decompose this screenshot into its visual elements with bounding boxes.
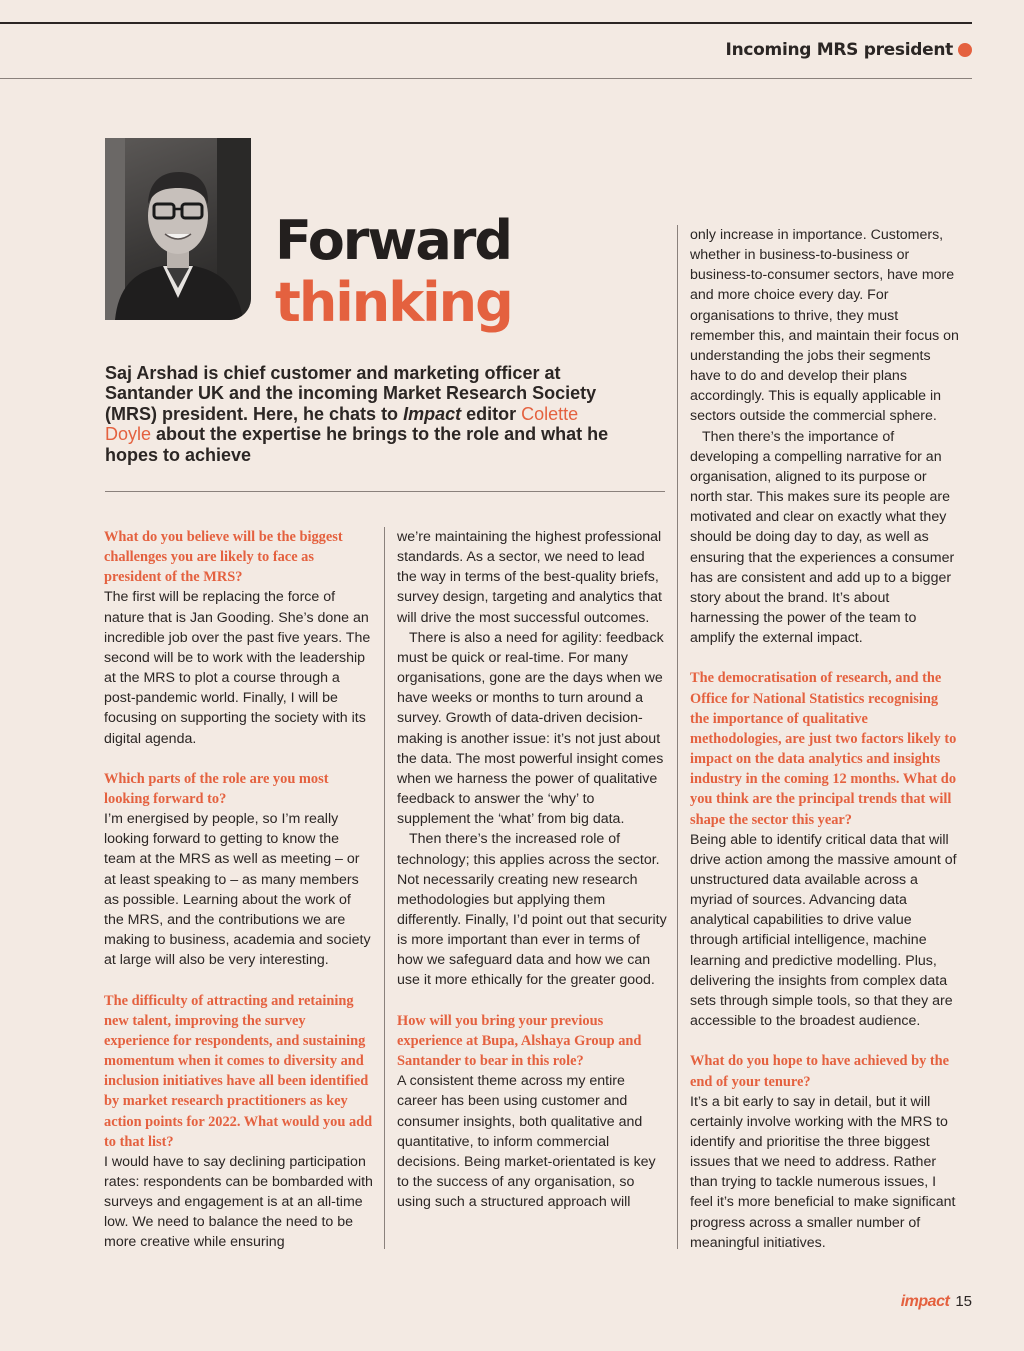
title-line-1: Forward — [275, 209, 512, 272]
question-2: Which parts of the role are you most looking forward to? — [104, 770, 329, 808]
paragraph-3-1: only increase in importance. Customers, whether in business-to-business or business-to-consumer sectors, have more and more choice every day. For organisations to thrive, they must remember this, and maintain their focus on understanding the jobs their segments have to do and develop their plans accordingly. This is equally applicable in sectors outside the commercial sphere. — [690, 227, 959, 425]
standfirst-part-1: Saj Arshad is chief customer and marketing officer at Santander UK and the incoming Market Research Society (MRS) president. Here, he chats to — [105, 363, 597, 424]
top-rule — [0, 22, 972, 24]
editor-name: Colette Doyle — [105, 403, 579, 445]
paragraph-3-2: Then there’s the importance of developing a compelling narrative for an organisation, aligned to its purpose or north star. This makes sure its people are motivated and clear on exactly what they should be doing day to day, as well as ensuring that the experiences a consumer has are consistent and add up to a bigger story about the brand. It’s about harnessing the power of the team to amplify the external impact. — [690, 428, 955, 647]
portrait-illustration — [105, 138, 251, 320]
answer-2: I’m energised by people, so I’m really looking forward to getting to know the team at the MRS as well as meeting – or at least speaking to – as many members as possible. Learning about the work of the MRS, and the contributions we are making to business, academia and society at large will also be very interesting. — [104, 811, 371, 969]
standfirst-part-2: editor — [461, 403, 522, 424]
column-1 — [104, 527, 374, 1253]
column-2 — [397, 527, 667, 1212]
question-5: The democratisation of research, and the Office for National Statistics recognising the importance of qualitative methodologies, are just two factors likely to impact on the data analytics and insights industry in the coming 12 months. What do you think are the principal trends that will shape the sector this year? — [690, 670, 957, 828]
publication-name: Impact — [403, 403, 462, 424]
column-divider-2 — [677, 225, 678, 1249]
paragraph-2-3: Then there’s the increased role of technology; this applies across the sector. Not necessarily creating new research methodologies but applying them differently. Finally, I’d point out that security is more important than ever in terms of how we safeguard data and how we can use it more ethically for the greater good. — [397, 831, 667, 989]
paragraph-2-2: There is also a need for agility: feedback must be quick or real-time. For many organisations, gone are the days when we have weeks or months to turn around a survey. Growth of data-driven decision-making is another issue: it’s not just about the data. The most powerful insight comes when we harness the power of qualitative feedback to answer the ‘why’ to supplement the ‘what’ from big data. — [397, 629, 664, 828]
portrait-photo — [105, 138, 251, 320]
header-rule — [0, 78, 972, 79]
column-3 — [690, 225, 960, 1253]
question-6: What do you hope to have achieved by the end of your tenure? — [690, 1053, 950, 1090]
impact-logo: impact — [900, 1293, 950, 1310]
section-label — [726, 40, 972, 60]
page-number: 15 — [955, 1293, 972, 1310]
standfirst-rule — [105, 491, 665, 492]
answer-3: I would have to say declining participation rates: respondents can be bombarded with surveys and engagement is at an all-time low. We need to balance the need to be more creative while ensuring — [104, 1153, 373, 1251]
standfirst-part-3: about the expertise he brings to the role and what he hopes to achieve — [105, 424, 609, 465]
column-divider-1 — [384, 527, 385, 1249]
article-title — [275, 210, 512, 334]
answer-1: The first will be replacing the force of nature that is Jan Gooding. She’s done an incredible job over the past five years. The second will be to work with the leadership at the MRS to plot a course through a post-pandemic world. Finally, I will be focusing on supporting the society with its digital agenda. — [104, 589, 371, 747]
section-dot-icon — [958, 43, 972, 57]
answer-4: A consistent theme across my entire career has been using customer and consumer insights, both qualitative and quantitative, to inform commercial decisions. Being market-orientated is key to the success of any organisation, so using such a structured approach will — [397, 1073, 656, 1211]
question-4: How will you bring your previous experience at Bupa, Alshaya Group and Santander to bear in this role? — [397, 1012, 642, 1070]
title-line-2: thinking — [275, 271, 512, 334]
answer-6: It’s a bit early to say in detail, but it will certainly involve working with the MRS to identify and prioritise the three biggest issues that we need to address. Rather than trying to tackle numerous issues, I feel it’s more beneficial to make significant progress across a smaller number of meaningful initiatives. — [690, 1093, 956, 1251]
section-label-text: Incoming MRS president — [725, 40, 953, 60]
question-1: What do you believe will be the biggest challenges you are likely to face as president of the MRS? — [104, 529, 343, 586]
question-3: The difficulty of attracting and retaining new talent, improving the survey experience for respondents, and sustaining momentum when it comes to diversity and inclusion initiatives have all been identified by market research practitioners as key action points for 2022. What would you add to that list? — [104, 992, 373, 1150]
paragraph-2-1: we’re maintaining the highest professional standards. As a sector, we need to lead the way in terms of the best-quality briefs, survey design, targeting and analytics that will drive the most successful outcomes. — [397, 529, 662, 626]
page-footer — [901, 1293, 972, 1311]
answer-5: Being able to identify critical data that will drive action among the massive amount of unstructured data available across a myriad of sources. Advancing data analytical capabilities to drive value through artificial intelligence, machine learning and predictive modelling. Plus, delivering the insights from complex data sets through simple tools, so that they are accessible to the broadest audience. — [690, 831, 957, 1030]
standfirst — [105, 363, 625, 465]
